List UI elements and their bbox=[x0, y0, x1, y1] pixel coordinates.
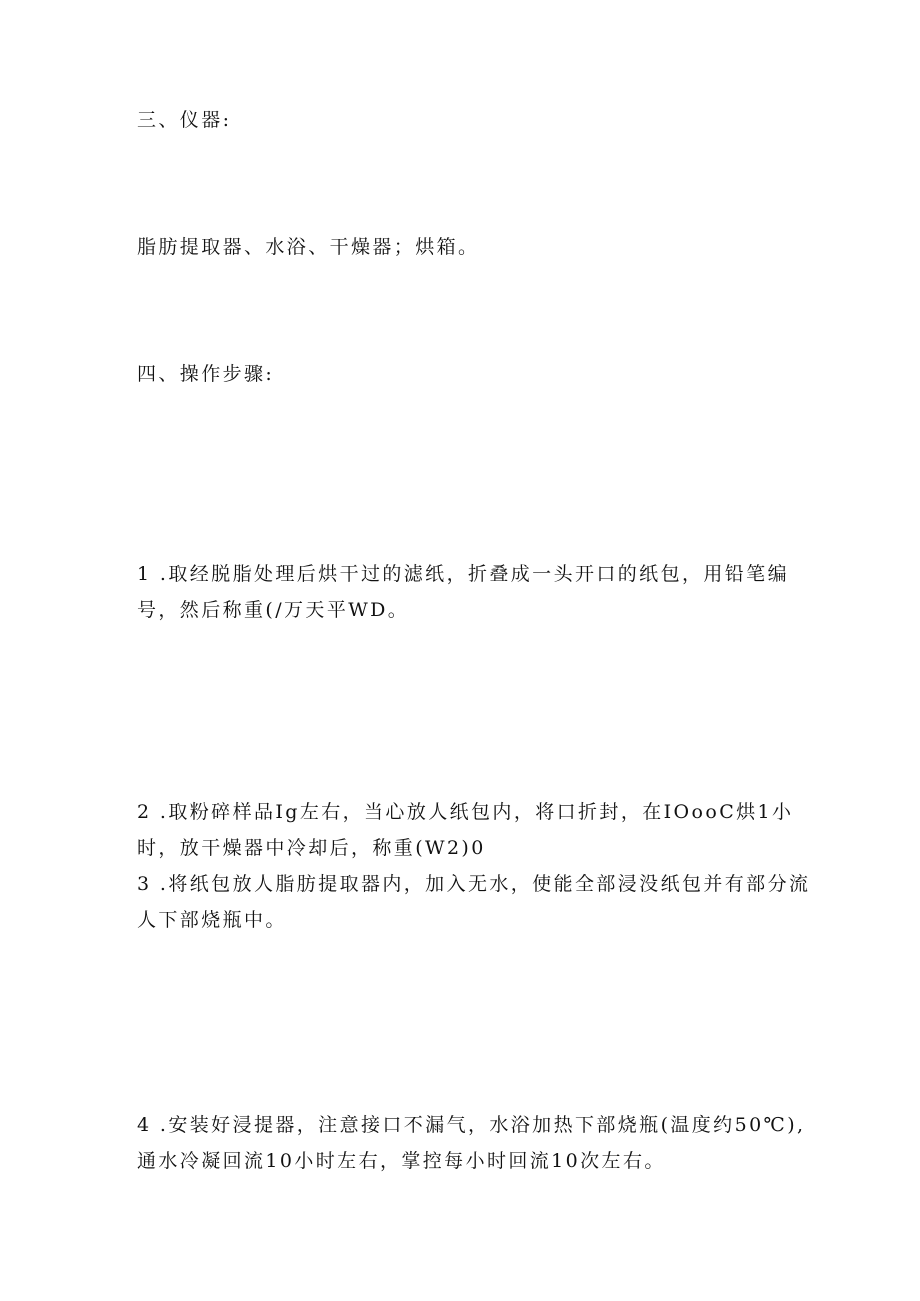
step-4 bbox=[137, 1107, 806, 1179]
section-heading-procedure: 四、操作步骤: bbox=[137, 363, 275, 385]
step-3-line-2: 人下部烧瓶中。 bbox=[137, 909, 287, 931]
section-heading-instruments: 三、仪器: bbox=[137, 109, 232, 131]
step-3 bbox=[137, 866, 811, 938]
step-2-line-2: 时，放干燥器中冷却后，称重(W2)0 bbox=[137, 837, 486, 859]
step-2 bbox=[137, 794, 794, 866]
step-1-line-1: 1 .取经脱脂处理后烘干过的滤纸，折叠成一头开口的纸包，用铅笔编 bbox=[137, 563, 789, 585]
instruments-list: 脂肪提取器、水浴、干燥器；烘箱。 bbox=[137, 236, 480, 258]
step-4-line-1: 4 .安装好浸提器，注意接口不漏气，水浴加热下部烧瓶(温度约50℃), bbox=[137, 1114, 806, 1136]
step-3-line-1: 3 .将纸包放人脂肪提取器内，加入无水，使能全部浸没纸包并有部分流 bbox=[137, 873, 811, 895]
step-4-line-2: 通水冷凝回流10小时左右，掌控每小时回流10次左右。 bbox=[137, 1150, 666, 1172]
step-1 bbox=[137, 556, 787, 628]
step-1-line-2: 号，然后称重(/万天平WD。 bbox=[137, 599, 410, 621]
step-2-line-1: 2 .取粉碎样品Ig左右，当心放人纸包内，将口折封，在IOooC烘1小 bbox=[137, 801, 794, 823]
